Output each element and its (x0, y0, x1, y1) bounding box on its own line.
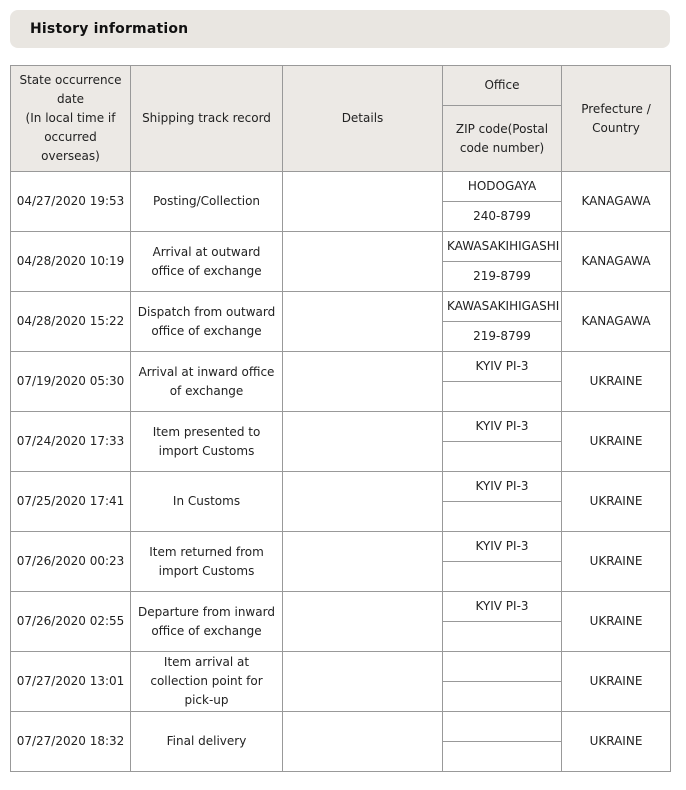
date-cell: 07/26/2020 02:55 (11, 592, 131, 652)
shipping-record-cell: Arrival at outward office of exchange (131, 232, 283, 292)
date-cell: 07/27/2020 18:32 (11, 712, 131, 772)
details-cell (283, 412, 443, 472)
details-cell (283, 652, 443, 712)
details-cell (283, 352, 443, 412)
shipping-record-cell: Item presented to import Customs (131, 412, 283, 472)
table-row (11, 232, 671, 262)
office-cell (443, 712, 562, 742)
table-row (11, 292, 671, 322)
prefecture-cell: KANAGAWA (562, 232, 671, 292)
zip-cell (443, 442, 562, 472)
prefecture-cell: UKRAINE (562, 712, 671, 772)
shipping-record-cell: Departure from inward office of exchange (131, 592, 283, 652)
zip-cell: 219-8799 (443, 322, 562, 352)
date-cell: 07/24/2020 17:33 (11, 412, 131, 472)
prefecture-cell: UKRAINE (562, 472, 671, 532)
header-date: State occurrence date (In local time if occurred overseas) (11, 66, 131, 172)
history-table (10, 65, 671, 772)
prefecture-cell: UKRAINE (562, 412, 671, 472)
table-row (11, 172, 671, 202)
table-row (11, 652, 671, 682)
details-cell (283, 532, 443, 592)
zip-cell (443, 382, 562, 412)
table-row (11, 712, 671, 742)
office-cell: KYIV PI-3 (443, 592, 562, 622)
office-cell (443, 652, 562, 682)
zip-cell (443, 562, 562, 592)
header-record: Shipping track record (131, 66, 283, 172)
table-row (11, 472, 671, 502)
shipping-record-cell: Item arrival at collection point for pick-up (131, 652, 283, 712)
zip-cell: 240-8799 (443, 202, 562, 232)
zip-cell (443, 622, 562, 652)
table-row (11, 592, 671, 622)
table-row (11, 352, 671, 382)
header-details: Details (283, 66, 443, 172)
section-title: History information (30, 21, 189, 37)
header-zip: ZIP code(Postal code number) (443, 106, 562, 172)
date-cell: 07/25/2020 17:41 (11, 472, 131, 532)
prefecture-cell: UKRAINE (562, 532, 671, 592)
office-cell: KYIV PI-3 (443, 412, 562, 442)
shipping-record-cell: Posting/Collection (131, 172, 283, 232)
zip-cell (443, 502, 562, 532)
details-cell (283, 292, 443, 352)
header-prefecture: Prefecture / Country (562, 66, 671, 172)
prefecture-cell: UKRAINE (562, 352, 671, 412)
zip-cell (443, 682, 562, 712)
date-cell: 07/26/2020 00:23 (11, 532, 131, 592)
prefecture-cell: UKRAINE (562, 592, 671, 652)
office-cell: KAWASAKIHIGASHI (443, 232, 562, 262)
shipping-record-cell: In Customs (131, 472, 283, 532)
zip-cell: 219-8799 (443, 262, 562, 292)
header-office: Office (443, 66, 562, 106)
date-cell: 07/19/2020 05:30 (11, 352, 131, 412)
shipping-record-cell: Final delivery (131, 712, 283, 772)
prefecture-cell: UKRAINE (562, 652, 671, 712)
shipping-record-cell: Dispatch from outward office of exchange (131, 292, 283, 352)
prefecture-cell: KANAGAWA (562, 172, 671, 232)
shipping-record-cell: Item returned from import Customs (131, 532, 283, 592)
date-cell: 07/27/2020 13:01 (11, 652, 131, 712)
prefecture-cell: KANAGAWA (562, 292, 671, 352)
details-cell (283, 592, 443, 652)
shipping-record-cell: Arrival at inward office of exchange (131, 352, 283, 412)
table-row (11, 412, 671, 442)
date-cell: 04/28/2020 15:22 (11, 292, 131, 352)
office-cell: HODOGAYA (443, 172, 562, 202)
date-cell: 04/28/2020 10:19 (11, 232, 131, 292)
zip-cell (443, 742, 562, 772)
details-cell (283, 232, 443, 292)
office-cell: KYIV PI-3 (443, 532, 562, 562)
history-body (11, 172, 671, 772)
details-cell (283, 172, 443, 232)
table-row (11, 532, 671, 562)
date-cell: 04/27/2020 19:53 (11, 172, 131, 232)
details-cell (283, 712, 443, 772)
details-cell (283, 472, 443, 532)
section-header (10, 10, 670, 48)
office-cell: KAWASAKIHIGASHI (443, 292, 562, 322)
office-cell: KYIV PI-3 (443, 352, 562, 382)
office-cell: KYIV PI-3 (443, 472, 562, 502)
